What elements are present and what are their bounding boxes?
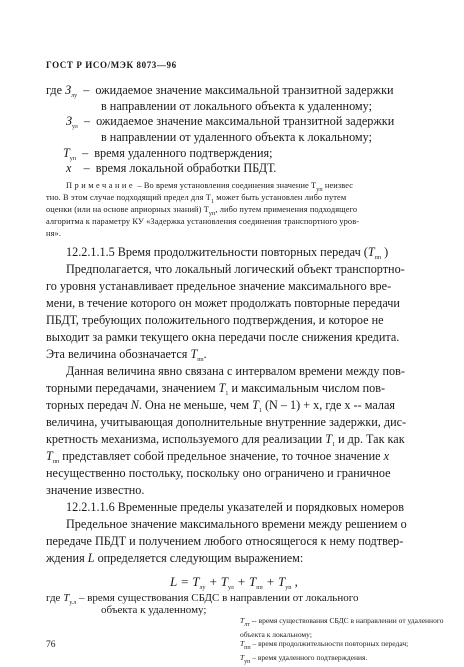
paragraph-line: Данная величина явно связана с интервалом времени между пов- <box>66 364 405 378</box>
paragraph-line: передаче ПБДТ и получением любого относящегося к нему подтвер- <box>46 534 404 548</box>
definition-continuation: объекта к локальному; <box>240 630 312 639</box>
definitions-compact <box>240 616 443 667</box>
paragraph-line: значение известно. <box>46 483 145 497</box>
note-line: Примечание – Во время установления соединения значение $T_{уп}$ неизвес <box>66 181 354 193</box>
definition-continuation: объекта к удаленному; <box>101 604 207 616</box>
paragraph-line: торными передачами, значением $T_1$ и максимальным числом пов- <box>46 381 386 397</box>
section-heading: 12.2.1.1.6 Временные пределы указателей и порядковых номеров <box>66 500 404 514</box>
paragraph-line: торных передач N. Она не меньше, чем $T_1$ (N – 1) + x, где x -- малая <box>46 398 395 414</box>
paragraph-line: $T_{пп}$ представляет собой предельное значение, то точное значение x <box>46 449 390 465</box>
paragraph-line: го уровня устанавливает предельное значение максимального вре- <box>46 279 392 293</box>
note-line: ня». <box>46 229 62 238</box>
paragraph-line: ПБДТ, требующих положительного подтверждения, и которое не <box>46 313 384 327</box>
paragraph-line: Предельное значение максимального времени между решением о <box>66 517 407 531</box>
definition-line: x – время локальной обработки ПБДТ. <box>66 161 277 175</box>
definition-line: $T_{лт}$ -- время существования СБДС в направлении от удаленного <box>240 616 444 628</box>
paragraph-line: кретность механизма, используемого для реализации $T_1$ и др. Так как <box>46 432 405 448</box>
note-line: алгоритма к параметру КУ «Задержка установления соединения транспортного уров- <box>46 217 360 226</box>
definition-continuation: в направлении от локального объекта к удаленному; <box>101 99 372 113</box>
note-line: тно. В этом случае подходящий предел для $T_1$ может быть установлен либо путем <box>46 193 347 205</box>
definition-continuation: в направлении от удаленного объекта к локальному; <box>101 130 372 144</box>
definition-line: $З_{ул}$ – ожидаемое значение максимальной транзитной задержки <box>66 114 395 130</box>
page-number: 76 <box>46 640 56 650</box>
definition-line: $T_{уп}$ – время удаленного подтверждения; <box>63 146 273 162</box>
paragraph-line: выходит за рамки текущего окна передачи после снижения кредита. <box>46 330 400 344</box>
note-line: оценки (или на основе априорных знаний) $T_{уп}$, либо путем применения подходящего <box>46 205 358 217</box>
paragraph-line: ждения L определяется следующим выражением: <box>46 551 304 565</box>
paragraph-line: мени, в течение которого он может продолжать повторные передачи <box>46 296 400 310</box>
definition-line: $T_{пп}$ – время продолжительности повторных передач; <box>240 639 409 651</box>
paragraph-line: величина, учитывающая дополнительные внутренние задержки, дис- <box>46 415 407 429</box>
definition-line: где $T_{у.л}$ – время существования СБДС в направлении от локального <box>46 592 359 606</box>
section-heading: 12.2.1.1.5 Время продолжительности повторных передач ($T_{пп}$ ) <box>66 245 389 261</box>
definition-line: $T_{уп}$ – время удаленного подтверждения. <box>240 653 368 665</box>
paragraph-line: несущественно постольку, поскольку оно ограничено и граничное <box>46 466 391 480</box>
formula: $L = T_{лу} + T_{ул} + T_{пп} + T_{уп}$ , <box>170 574 298 591</box>
paragraph-line: Предполагается, что локальный логический объект транспортно- <box>66 262 405 276</box>
note-label: Примечание <box>66 181 136 190</box>
paragraph-line: Эта величина обозначается $T_{пп}$. <box>46 347 207 363</box>
definition-line: где $З_{лу}$ – ожидаемое значение максимальной транзитной задержки <box>46 83 394 99</box>
document-header: ГОСТ Р ИСО/МЭК 8073—96 <box>46 60 177 70</box>
